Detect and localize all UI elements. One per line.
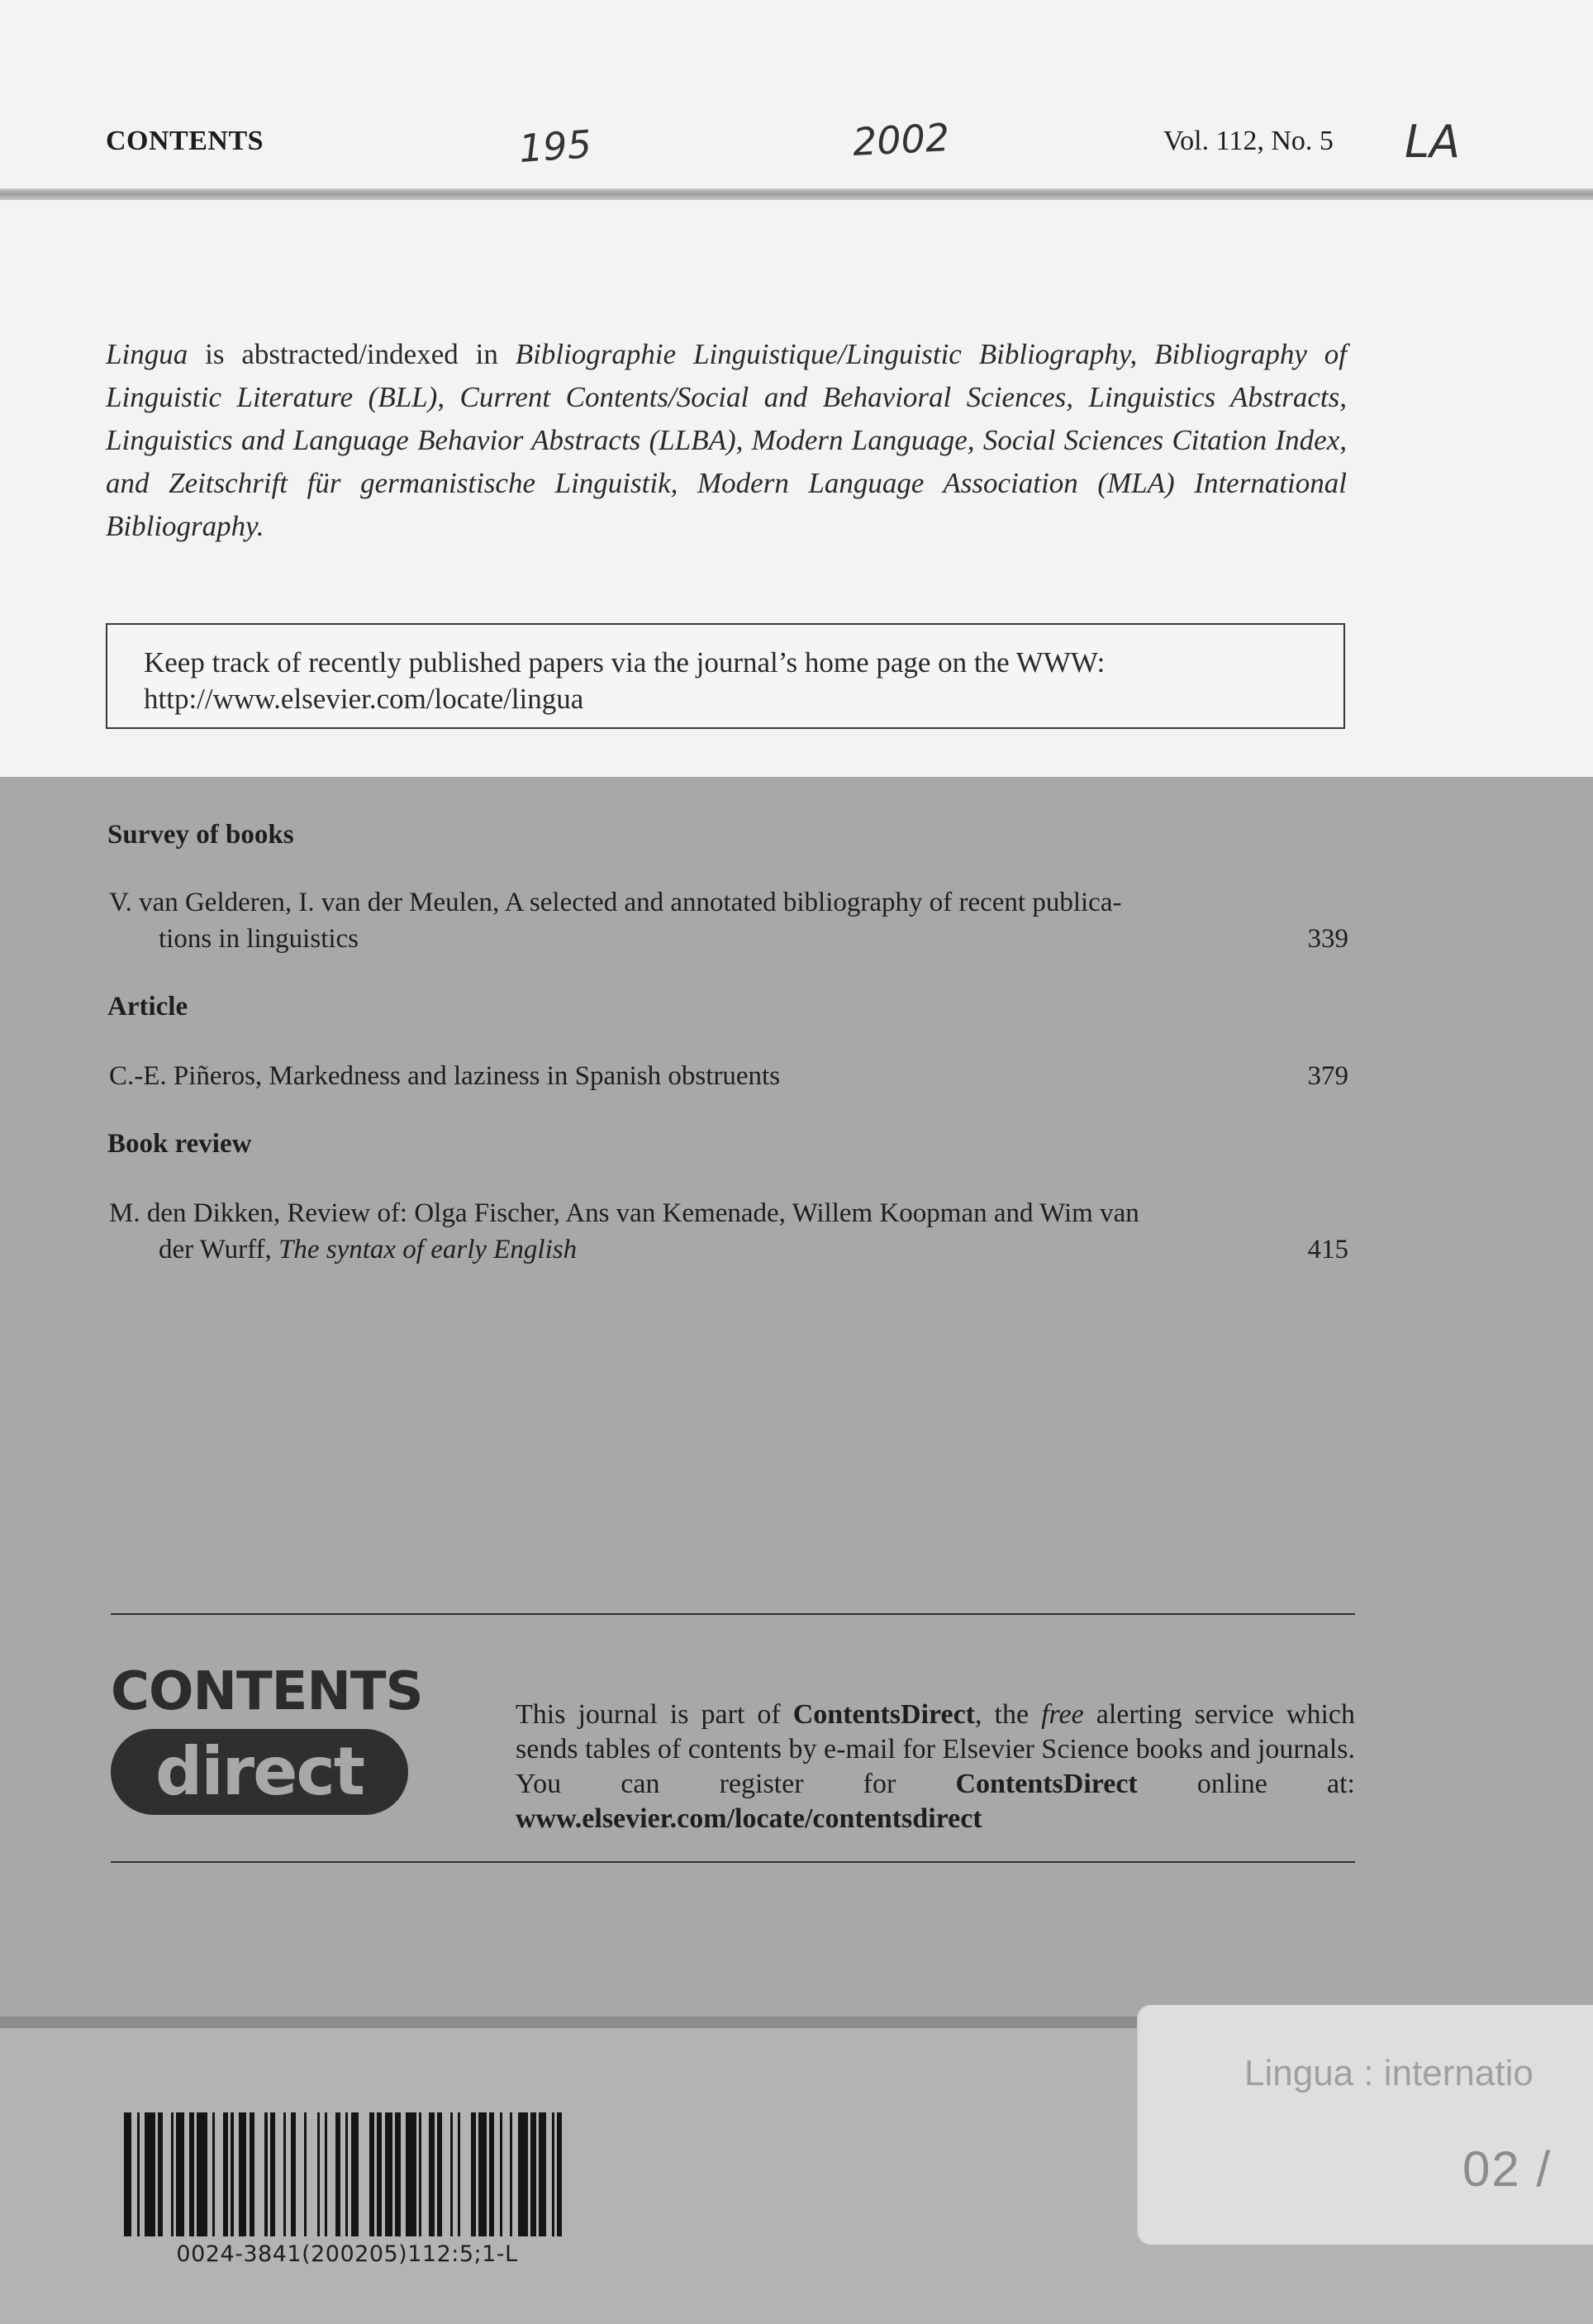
handwritten-note: 195 (517, 121, 593, 171)
cd-brand-2: ContentsDirect (955, 1769, 1138, 1799)
page-number: 379 (1307, 1061, 1348, 1091)
handwritten-year: 2002 (851, 114, 951, 165)
barcode-number: 0024-3841(200205)112:5;1-L (176, 2241, 518, 2267)
contentsdirect-paragraph (516, 1698, 1355, 1836)
barcode-bar (359, 2112, 369, 2236)
cd-text-2: , the (975, 1699, 1042, 1730)
cd-text-1: This journal is part of (516, 1699, 793, 1730)
barcode-bar (327, 2112, 335, 2236)
cd-brand: ContentsDirect (792, 1699, 976, 1730)
barcode-bar (254, 2112, 265, 2236)
barcode-bar (176, 2112, 183, 2236)
www-notice-text: Keep track of recently published papers via the journal’s home page on the WWW: (144, 646, 1106, 679)
divider (111, 1861, 1355, 1863)
www-notice-box (106, 623, 1345, 729)
logo-top-text: CONTENTS (111, 1661, 423, 1722)
entry-line-cont: tions in linguistics (159, 924, 359, 954)
page-title: CONTENTS (106, 126, 264, 156)
barcode-bar (385, 2112, 392, 2236)
contentsdirect-logo (111, 1661, 423, 1823)
barcode-bar (351, 2112, 359, 2236)
page-number: 415 (1307, 1235, 1348, 1264)
spine-label-title: Lingua : internatio (1244, 2053, 1534, 2093)
section-heading-article: Article (107, 992, 188, 1022)
handwritten-code: LA (1405, 116, 1461, 168)
barcode-block (124, 2112, 570, 2278)
barcode-bar (163, 2112, 170, 2236)
section-heading-book-review: Book review (107, 1129, 252, 1159)
toc-entry[interactable] (109, 1195, 1348, 1268)
barcode-bar (296, 2112, 303, 2236)
spine-label-number: 02 / (1462, 2141, 1553, 2197)
barcode-bar (562, 2112, 569, 2236)
toc-entry[interactable] (109, 884, 1348, 957)
barcode-bar (307, 2112, 317, 2236)
barcode-bar (275, 2112, 283, 2236)
indexing-text: is abstracted/indexed in (188, 338, 516, 370)
entry-line: M. den Dikken, Review of: Olga Fischer, Ans van Kemenade, Willem Koopman and Wim van (109, 1198, 1139, 1228)
barcode-bar (518, 2112, 529, 2236)
book-title: The syntax of early English (278, 1235, 578, 1264)
barcode-bar (460, 2112, 471, 2236)
indexing-paragraph (106, 333, 1347, 548)
barcode-bar (502, 2112, 510, 2236)
cd-text-4: online at: (1137, 1769, 1355, 1799)
logo-bottom-text: direct (111, 1729, 408, 1815)
section-heading-survey: Survey of books (107, 820, 294, 850)
page-number: 339 (1307, 924, 1348, 954)
header (0, 0, 1593, 190)
barcode-bar (478, 2112, 486, 2236)
entry-text: der Wurff, (159, 1235, 278, 1264)
barcode-bar (442, 2112, 449, 2236)
toc-entry[interactable] (109, 1058, 1348, 1094)
entry-line: C.-E. Piñeros, Markedness and laziness in Spanish obstruents (109, 1061, 781, 1091)
barcode-icon (124, 2112, 570, 2236)
barcode-bar (406, 2112, 416, 2236)
cd-url[interactable]: www.elsevier.com/locate/contentsdirect (516, 1803, 982, 1834)
entry-line: V. van Gelderen, I. van der Meulen, A selected and annotated bibliography of recent publica- (109, 888, 1122, 917)
barcode-bar (239, 2112, 246, 2236)
barcode-bar (421, 2112, 429, 2236)
barcode-bar (124, 2112, 131, 2236)
journal-url[interactable]: http://www.elsevier.com/locate/lingua (144, 683, 584, 715)
entry-line-cont (109, 1231, 1348, 1268)
barcode-bar (145, 2112, 155, 2236)
barcode-bar (215, 2112, 222, 2236)
library-spine-label (1139, 2005, 1593, 2245)
indexing-list: Bibliographie Linguistique/Linguistic Bibliography, Bibliography of Linguistic Literature (BLL), Current Contents/Social and Behavioral Sciences, Linguistics Abstracts, Linguistics and Language Behavior Abstracts (LLBA), Modern Language, Social Sciences Citation Index, and Zeitschrift für germanistische Linguistik, Modern Language Association (MLA) International Bibliography. (106, 338, 1347, 542)
cd-free: free (1041, 1699, 1084, 1730)
barcode-bar (197, 2112, 207, 2236)
journal-name: Lingua (106, 338, 188, 370)
barcode-bar (539, 2112, 546, 2236)
divider (111, 1613, 1355, 1615)
volume-number: Vol. 112, No. 5 (1163, 126, 1334, 156)
header-rule (0, 188, 1593, 200)
cd-text-3: alerting service which sends tables of contents by e-mail for Elsevier Science books and journals. You can register for (516, 1699, 1355, 1799)
